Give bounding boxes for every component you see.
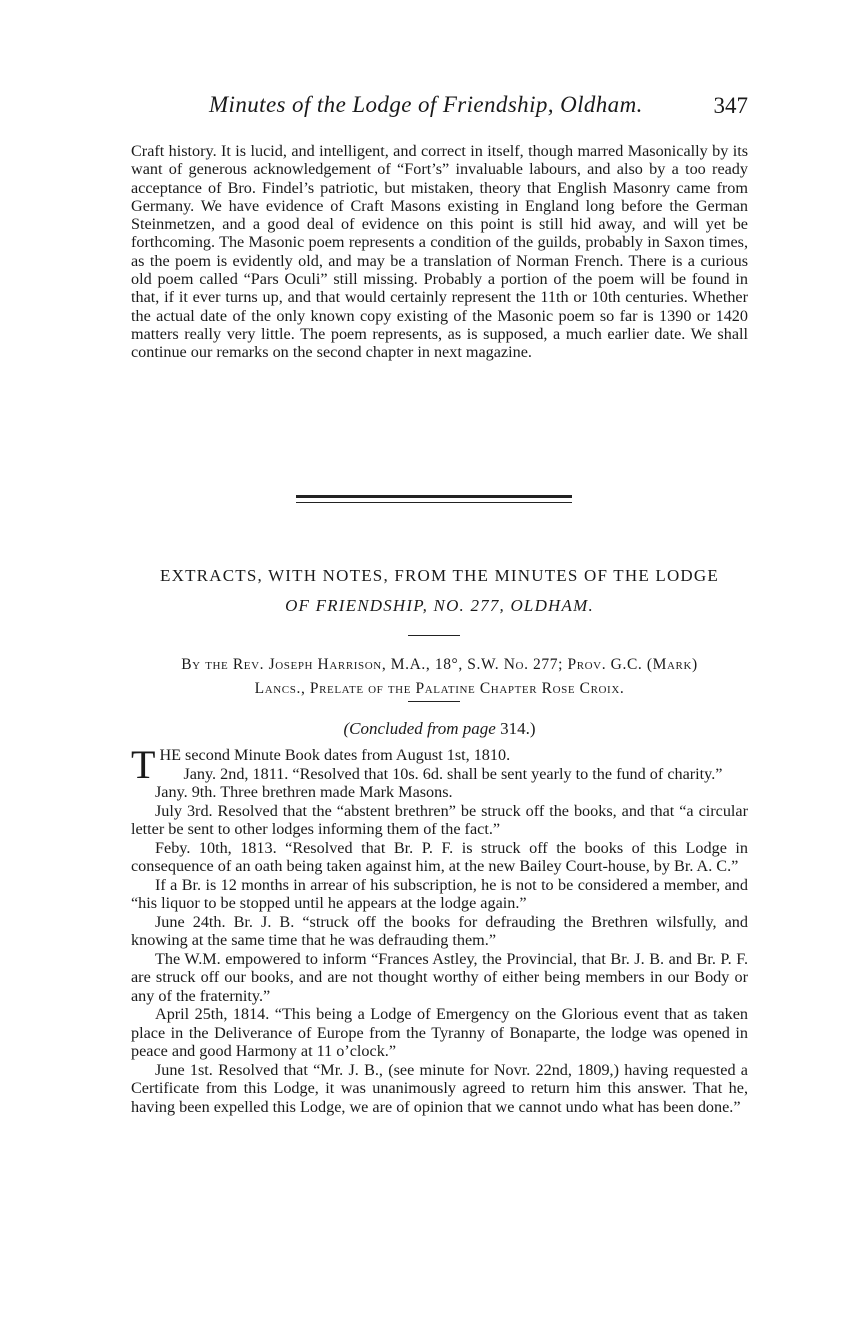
drop-cap: T: [131, 742, 156, 787]
paragraph-6: If a Br. is 12 months in arrear of his subscription, he is not to be considered a member, and “his liquor to be stopped until he appears at the lodge again.”: [131, 875, 748, 912]
paragraph-3: Jany. 9th. Three brethren made Mark Masons.: [155, 783, 453, 801]
continuation-note: [131, 719, 748, 739]
preceding-article-closing-paragraph: Craft history. It is lucid, and intelligent, and correct in itself, though marred Masonically by its want of generous acknowledgement of “Fort’s” invaluable labours, and also by a too ready acceptance of Bro. Findel’s patriotic, but mistaken, theory that English Masonry came from Germany. We have evidence of Craft Masons existing in England long before the German Steinmetzen, and a good deal of evidence on this point is still hid away, and will yet be forthcoming. The Masonic poem represents a condition of the guilds, probably in Saxon times, as the poem is evidently old, and may be a translation of Norman French. There is a curious old poem called “Pars Oculi” still missing. Probably a portion of the poem will be found in that, if it ever turns up, and that would certainly represent the 11th or 10th centuries. Whether the actual date of the only known copy existing of the Masonic poem so far is 1390 or 1420 matters really very little. The poem represents, as is supposed, a much earlier date. We shall continue our remarks on the second chapter in next magazine.: [131, 142, 748, 362]
running-title: Minutes of the Lodge of Friendship, Oldham.: [209, 92, 643, 117]
page-number: 347: [713, 93, 748, 118]
article-title-line-2: OF FRIENDSHIP, NO. 277, OLDHAM.: [285, 596, 594, 615]
article-title-line-1: EXTRACTS, WITH NOTES, FROM THE MINUTES OF THE LODGE: [160, 566, 719, 585]
short-rule-below-byline: [408, 701, 460, 702]
author-byline-line-1: By the Rev. Joseph Harrison, M.A., 18°, S.W. No. 277; Prov. G.C. (Mark): [181, 656, 698, 673]
short-rule-above-byline: [408, 635, 460, 636]
article-body: [131, 742, 748, 1116]
running-head: [131, 92, 748, 126]
paragraph-9: April 25th, 1814. “This being a Lodge of Emergency on the Glorious event that as taken place in the Deliverance of Europe from the Tyranny of Bonaparte, the lodge was opened in peace and good Harmony at 11 o’clock.”: [131, 1005, 748, 1060]
author-byline-line-2: Lancs., Prelate of the Palatine Chapter Rose Croix.: [254, 680, 625, 697]
paragraph-5: Feby. 10th, 1813. “Resolved that Br. P. F. is struck off the books of this Lodge in consequence of an oath being taken against him, at the new Bailey Court-house, by Br. A. C.”: [131, 838, 748, 875]
paragraph-2: Jany. 2nd, 1811. “Resolved that 10s. 6d. shall be sent yearly to the fund of charity.”: [183, 764, 723, 783]
paragraph-4: July 3rd. Resolved that the “abstent brethren” be struck off the books, and that “a circular letter be sent to other lodges informing them of the fact.”: [131, 801, 748, 838]
paragraph-10: June 1st. Resolved that “Mr. J. B., (see minute for Novr. 22nd, 1809,) having requested a Certificate from this Lodge, it was unanimously agreed to return him this answer. That he, having been expelled this Lodge, we are of opinion that we cannot undo what has been done.”: [131, 1060, 748, 1116]
paragraph-7: June 24th. Br. J. B. “struck off the books for defrauding the Brethren wilsfully, and knowing at the same time that he was defrauding them.”: [131, 912, 748, 949]
section-divider-rule: [296, 495, 572, 503]
paragraph-1-text: HE second Minute Book dates from August 1st, 1810.: [159, 746, 511, 764]
continuation-note-page: 314.): [500, 719, 536, 738]
paragraph-8: The W.M. empowered to inform “Frances Astley, the Provincial, that Br. J. B. and Br. P. F. are struck off our books, and are not thought worthy of either being members in our Body or any of the fraternity.”: [131, 949, 748, 1005]
continuation-note-label: (Concluded from page: [343, 719, 496, 738]
